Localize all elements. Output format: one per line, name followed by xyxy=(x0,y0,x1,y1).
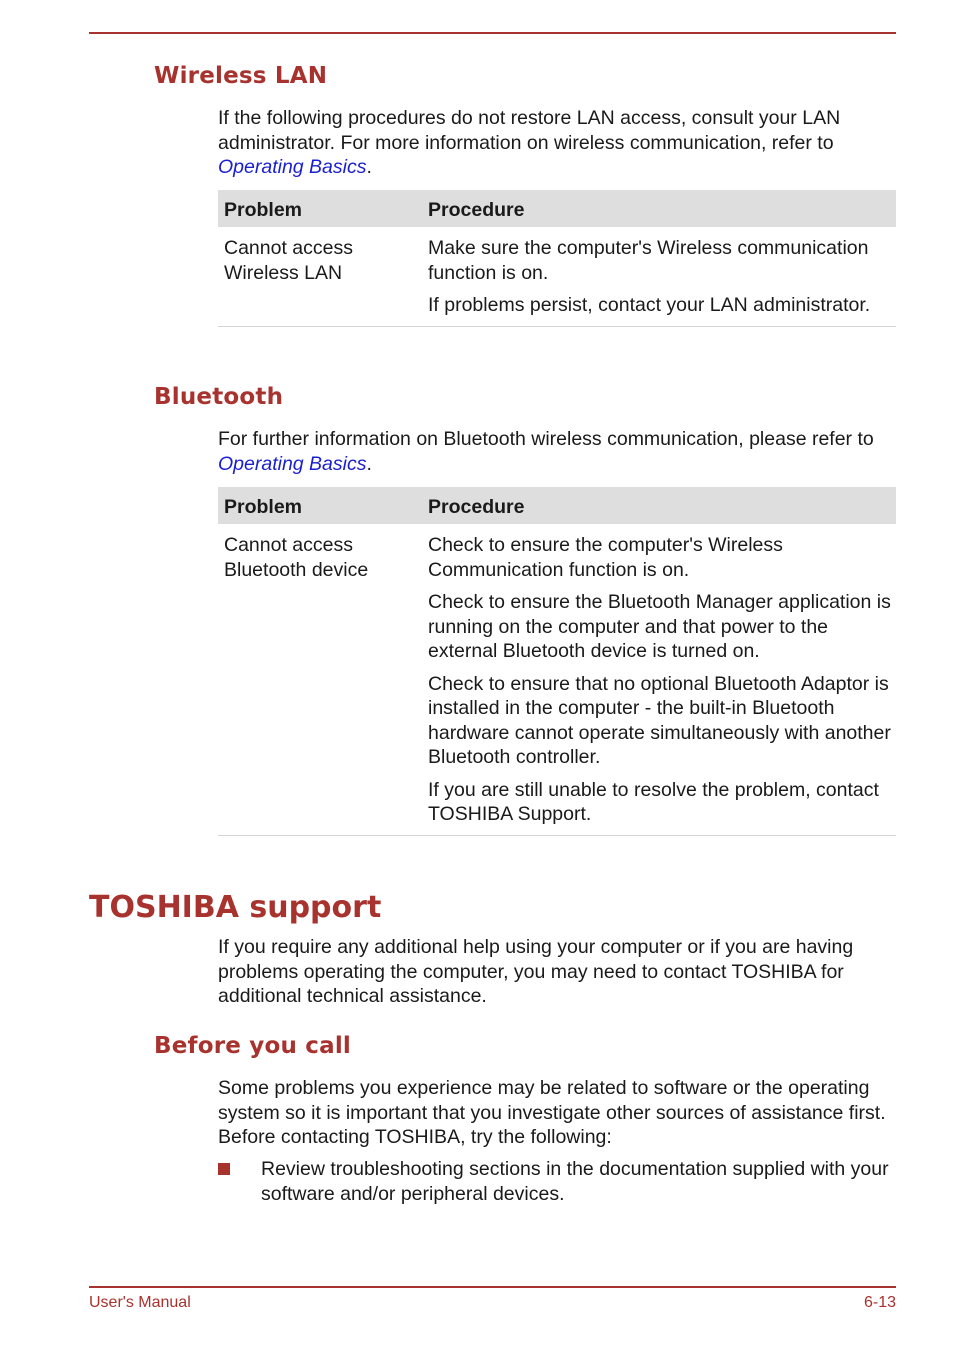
footer-page-number: 6-13 xyxy=(863,1294,896,1311)
list-item: Review troubleshooting sections in the documentation supplied with your software and/or peripheral devices. xyxy=(218,1157,898,1206)
top-rule xyxy=(89,32,896,34)
operating-basics-link[interactable]: Operating Basics xyxy=(218,156,367,178)
column-header-procedure: Procedure xyxy=(428,496,525,518)
wireless-lan-table xyxy=(218,190,896,327)
operating-basics-link[interactable]: Operating Basics xyxy=(218,452,367,475)
procedure-step: If problems persist, contact your LAN administrator. xyxy=(428,294,871,316)
problem-cell: Cannot access Wireless LAN xyxy=(224,237,353,284)
bluetooth-heading: Bluetooth xyxy=(154,384,284,410)
bluetooth-table xyxy=(218,487,896,836)
wireless-lan-intro: If the following procedures do not restore LAN access, consult your LAN administrator. For more information on wireless communication, refer to Operating Basics. xyxy=(218,107,841,178)
procedure-cell xyxy=(428,524,896,835)
column-header-problem: Problem xyxy=(224,496,303,518)
table-header xyxy=(218,190,896,227)
procedure-step: If you are still unable to resolve the problem, contact TOSHIBA Support. xyxy=(428,778,879,825)
procedure-step: Make sure the computer's Wireless communication function is on. xyxy=(428,237,869,284)
procedure-step: Check to ensure the Bluetooth Manager application is running on the computer and that power to the external Bluetooth device is turned on. xyxy=(428,591,891,662)
column-header-problem: Problem xyxy=(224,199,303,221)
footer-rule xyxy=(89,1286,896,1288)
column-header-procedure: Procedure xyxy=(428,199,525,221)
table-row xyxy=(218,227,896,327)
bluetooth-intro: For further information on Bluetooth wireless communication, please refer to Operating Basics. xyxy=(218,428,874,475)
square-bullet-icon xyxy=(218,1163,230,1175)
toshiba-support-intro: If you require any additional help using your computer or if you are having problems operating the computer, you may need to contact TOSHIBA for additional technical assistance. xyxy=(218,936,854,1007)
before-you-call-intro: Some problems you experience may be related to software or the operating system so it is important that you investigate other sources of assistance first. Before contacting TOSHIBA, try the following: xyxy=(218,1077,886,1148)
before-you-call-list xyxy=(218,1157,898,1206)
procedure-step: Check to ensure that no optional Bluetooth Adaptor is installed in the computer - the built-in Bluetooth hardware cannot operate simultaneously with another Bluetooth controller. xyxy=(428,672,891,768)
problem-cell: Cannot access Bluetooth device xyxy=(224,534,369,581)
procedure-step: Check to ensure the computer's Wireless Communication function is on. xyxy=(428,534,783,581)
table-header xyxy=(218,487,896,524)
procedure-cell xyxy=(428,227,896,326)
footer-manual-title: User's Manual xyxy=(89,1294,191,1311)
toshiba-support-heading: TOSHIBA support xyxy=(89,890,382,925)
wireless-lan-heading: Wireless LAN xyxy=(154,63,328,89)
before-you-call-heading: Before you call xyxy=(154,1033,351,1059)
table-row xyxy=(218,524,896,836)
